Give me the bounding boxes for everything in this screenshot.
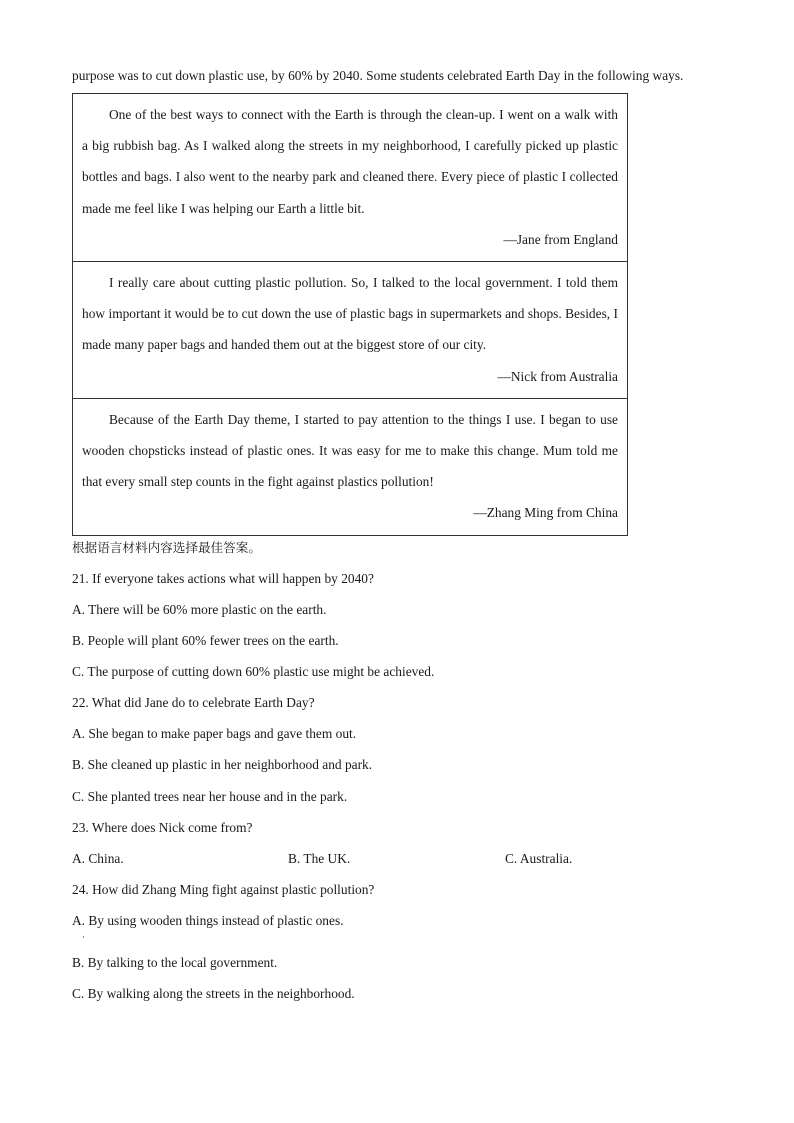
option-21-b[interactable]: B. People will plant 60% fewer trees on the earth.: [72, 633, 339, 648]
question-24: 24. How did Zhang Ming fight against plastic pollution?: [72, 882, 375, 897]
option-22-b[interactable]: B. She cleaned up plastic in her neighborhood and park.: [72, 757, 373, 772]
passage-signature: —Nick from Australia: [497, 368, 618, 384]
option-24-b[interactable]: B. By talking to the local government.: [72, 955, 278, 970]
passage-table: [72, 93, 628, 536]
option-24-a[interactable]: A. By using wooden things instead of plastic ones.: [72, 913, 344, 928]
question-22: 22. What did Jane do to celebrate Earth Day?: [72, 695, 315, 710]
passage-entry-zhang-ming: [73, 398, 627, 535]
option-23-a[interactable]: A. China.: [72, 851, 124, 866]
question-23: 23. Where does Nick come from?: [72, 820, 253, 835]
passage-signature: —Zhang Ming from China: [473, 505, 618, 521]
option-21-c[interactable]: C. The purpose of cutting down 60% plastic use might be achieved.: [72, 664, 435, 679]
passage-text: I really care about cutting plastic pollution. So, I talked to the local government. I told them how important it would be to cut down the use of plastic bags in supermarkets and shops. Besides, I made many paper bags and handed them out at the biggest store of our city.: [82, 275, 618, 353]
passage-signature: —Jane from England: [503, 231, 618, 247]
passage-entry-nick: [73, 261, 627, 398]
passage-text: One of the best ways to connect with the Earth is through the clean-up. I went on a walk with a big rubbish bag. As I walked along the streets in my neighborhood, I carefully picked up plastic bottles and bags. I also went to the nearby park and cleaned there. Every piece of plastic I collected made me feel like I was helping our Earth a little bit.: [82, 107, 618, 216]
passage-entry-jane: [73, 94, 627, 261]
option-23-b[interactable]: B. The UK.: [288, 851, 351, 866]
option-23-c[interactable]: C. Australia.: [505, 851, 573, 866]
option-24-c[interactable]: C. By walking along the streets in the neighborhood.: [72, 986, 355, 1001]
passage-text: Because of the Earth Day theme, I started to pay attention to the things I use. I began to use wooden chopsticks instead of plastic ones. It was easy for me to make this change. Mum told me that every small step counts in the fight against plastics pollution!: [82, 411, 618, 490]
stray-mark: ·: [82, 932, 85, 942]
option-22-c[interactable]: C. She planted trees near her house and in the park.: [72, 789, 348, 804]
option-21-a[interactable]: A. There will be 60% more plastic on the earth.: [72, 602, 327, 617]
intro-line: purpose was to cut down plastic use, by 60% by 2040. Some students celebrated Earth Day in the following ways.: [72, 68, 684, 83]
question-21: 21. If everyone takes actions what will happen by 2040?: [72, 571, 374, 586]
option-22-a[interactable]: A. She began to make paper bags and gave them out.: [72, 726, 357, 741]
instruction: 根据语言材料内容选择最佳答案。: [72, 540, 261, 555]
